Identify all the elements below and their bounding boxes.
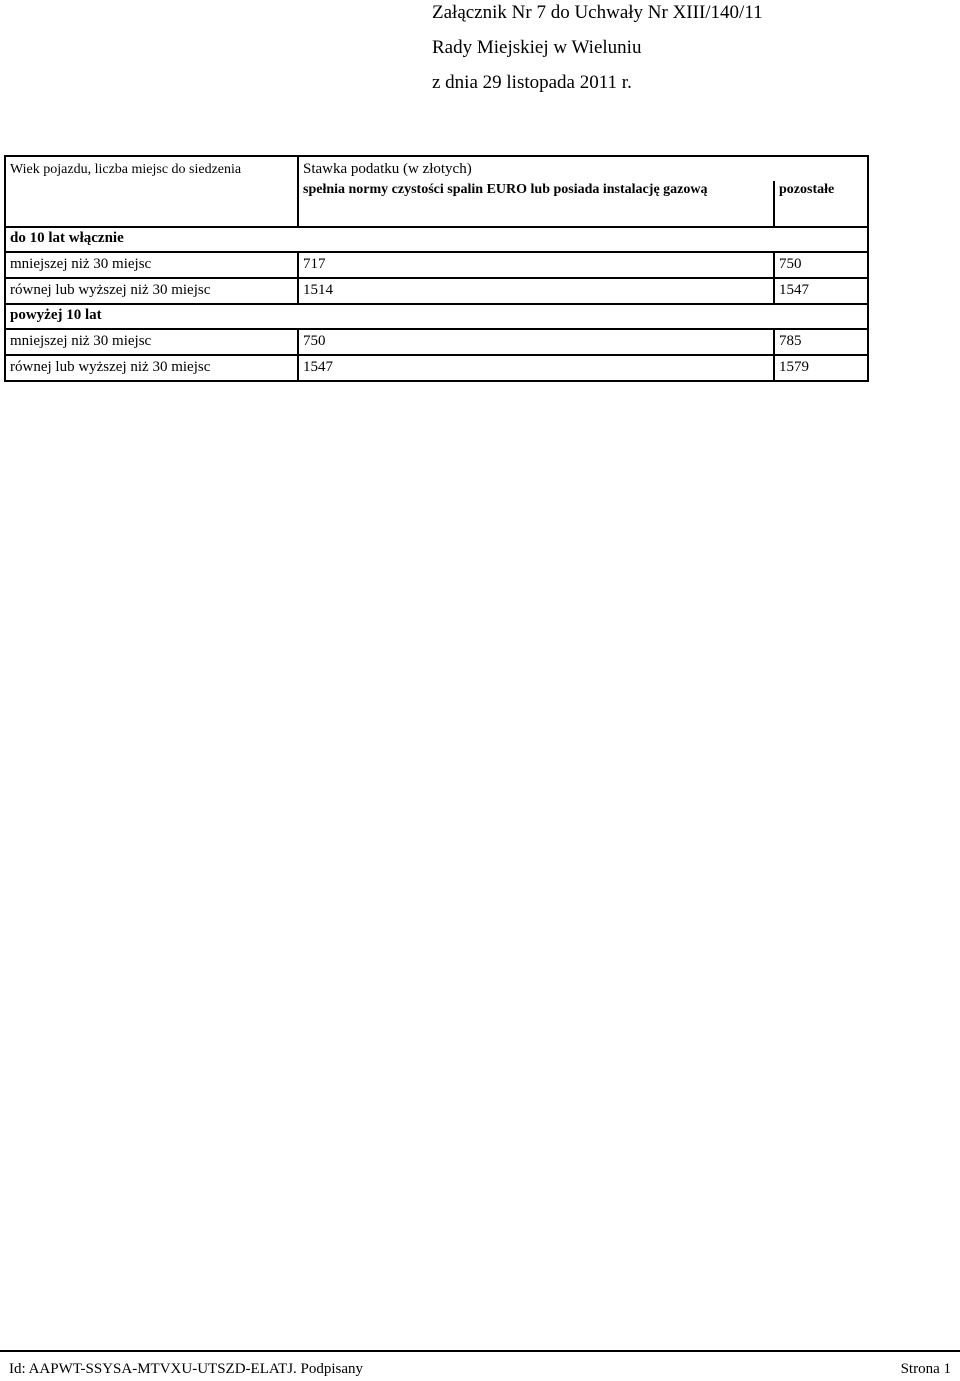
other-header: pozostałe: [774, 181, 868, 227]
tax-rate-header: Stawka podatku (w złotych): [298, 156, 868, 181]
document-id: Id: AAPWT-SSYSA-MTVXU-UTSZD-ELATJ. Podpisany: [9, 1361, 364, 1377]
tax-rate-table: [4, 155, 869, 382]
group-label: do 10 lat włącznie: [5, 227, 868, 252]
row-label: równej lub wyższej niż 30 miejsc: [5, 355, 298, 381]
annex-title: Załącznik Nr 7 do Uchwały Nr XIII/140/11: [432, 2, 763, 23]
row-label: mniejszej niż 30 miejsc: [5, 329, 298, 355]
table-row: [5, 252, 868, 278]
table-row: [5, 329, 868, 355]
euro-rate-value: 750: [298, 329, 774, 355]
euro-rate-value: 1547: [298, 355, 774, 381]
table-row: [5, 278, 868, 304]
table-row: [5, 355, 868, 381]
row-label: mniejszej niż 30 miejsc: [5, 252, 298, 278]
footer-divider: [0, 1350, 960, 1352]
group-label: powyżej 10 lat: [5, 304, 868, 329]
resolution-date: z dnia 29 listopada 2011 r.: [432, 72, 632, 93]
euro-norm-header: spełnia normy czystości spalin EURO lub posiada instalację gazową: [298, 181, 774, 227]
other-rate-value: 1547: [774, 278, 868, 304]
row-label: równej lub wyższej niż 30 miejsc: [5, 278, 298, 304]
euro-rate-value: 717: [298, 252, 774, 278]
vehicle-age-seats-header: Wiek pojazdu, liczba miejsc do siedzenia: [5, 156, 298, 227]
other-rate-value: 750: [774, 252, 868, 278]
page-number: Strona 1: [900, 1361, 951, 1377]
euro-rate-value: 1514: [298, 278, 774, 304]
other-rate-value: 1579: [774, 355, 868, 381]
other-rate-value: 785: [774, 329, 868, 355]
council-name: Rady Miejskiej w Wieluniu: [432, 37, 642, 58]
